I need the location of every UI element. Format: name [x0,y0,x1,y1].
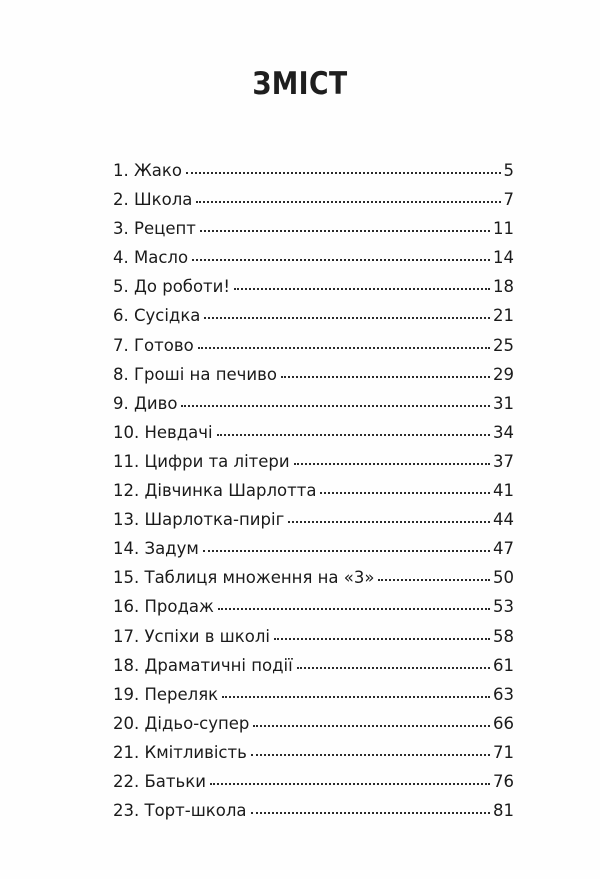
chapter-title: 3. Рецепт [113,219,196,239]
toc-entry [113,680,514,709]
toc-entry [113,301,514,330]
chapter-title: 18. Драматичні події [113,655,293,675]
dot-leader [203,549,490,552]
dot-leader [297,666,490,669]
page-number: 25 [493,335,514,355]
page-number: 81 [493,801,514,821]
dot-leader [288,520,490,523]
toc-entry [113,360,514,389]
dot-leader [192,258,490,261]
chapter-title: 11. Цифри та літери [113,451,290,471]
toc-entry [113,796,514,825]
dot-leader [320,491,490,494]
chapter-title: 23. Торт-школа [113,801,247,821]
chapter-title: 10. Невдачі [113,422,213,442]
page-number: 63 [493,684,514,704]
dot-leader [200,229,490,232]
page-number: 76 [493,771,514,791]
chapter-title: 8. Гроші на печиво [113,364,277,384]
toc-entry [113,738,514,767]
page-number: 34 [493,422,514,442]
toc-entry [113,592,514,621]
toc-entry [113,272,514,301]
dot-leader [378,578,490,581]
chapter-title: 16. Продаж [113,597,214,617]
chapter-title: 21. Кмітливість [113,742,247,762]
dot-leader [186,171,501,174]
toc-entry [113,709,514,738]
page-number: 31 [493,393,514,413]
chapter-title: 13. Шарлотка-пиріг [113,510,285,530]
toc-entry [113,767,514,796]
chapter-title: 22. Батьки [113,771,206,791]
dot-leader [218,607,490,610]
toc-entry [113,447,514,476]
page-number: 41 [493,481,514,501]
dot-leader [253,724,490,727]
page-number: 61 [493,655,514,675]
dot-leader [217,433,490,436]
chapter-title: 15. Таблиця множення на «3» [113,568,375,588]
page-number: 29 [493,364,514,384]
page-number: 47 [493,539,514,559]
page-number: 21 [493,306,514,326]
dot-leader [204,316,490,319]
dot-leader [294,462,490,465]
page-number: 66 [493,713,514,733]
chapter-title: 9. Диво [113,393,178,413]
dot-leader [274,637,490,640]
dot-leader [181,404,490,407]
dot-leader [196,200,500,203]
dot-leader [281,375,490,378]
toc-entry [113,214,514,243]
toc-entry [113,243,514,272]
chapter-title: 19. Переляк [113,684,219,704]
toc-entry [113,563,514,592]
chapter-title: 12. Дівчинка Шарлотта [113,481,317,501]
chapter-title: 2. Школа [113,190,193,210]
toc-entry [113,156,514,185]
dot-leader [251,811,490,814]
toc-entry [113,651,514,680]
chapter-title: 17. Успіхи в школі [113,626,270,646]
dot-leader [251,753,490,756]
chapter-title: 20. Дідьо-супер [113,713,250,733]
dot-leader [210,782,490,785]
page-number: 5 [503,161,514,180]
chapter-title: 4. Масло [113,248,189,268]
toc-entry [113,418,514,447]
chapter-title: 14. Задум [113,539,199,559]
dot-leader [234,287,490,290]
toc-entry [113,534,514,563]
page-number: 71 [493,742,514,762]
page-number: 7 [503,190,514,210]
chapter-title: 7. Готово [113,335,194,355]
page-number: 14 [493,248,514,268]
chapter-title: 6. Сусідка [113,306,201,326]
dot-leader [198,346,490,349]
page-number: 44 [493,510,514,530]
toc-entry [113,331,514,360]
page-number: 53 [493,597,514,617]
toc-entry [113,389,514,418]
page-number: 11 [493,219,514,239]
table-of-contents [113,156,514,825]
toc-entry [113,476,514,505]
chapter-title: 5. До роботи! [113,277,231,297]
toc-entry [113,185,514,214]
page-title: ЗМІСТ [252,66,348,102]
page-number: 37 [493,451,514,471]
toc-entry [113,622,514,651]
page-number: 18 [493,277,514,297]
chapter-title: 1. Жако [113,161,182,180]
page-number: 50 [493,568,514,588]
toc-entry [113,505,514,534]
dot-leader [222,695,490,698]
page-number: 58 [493,626,514,646]
